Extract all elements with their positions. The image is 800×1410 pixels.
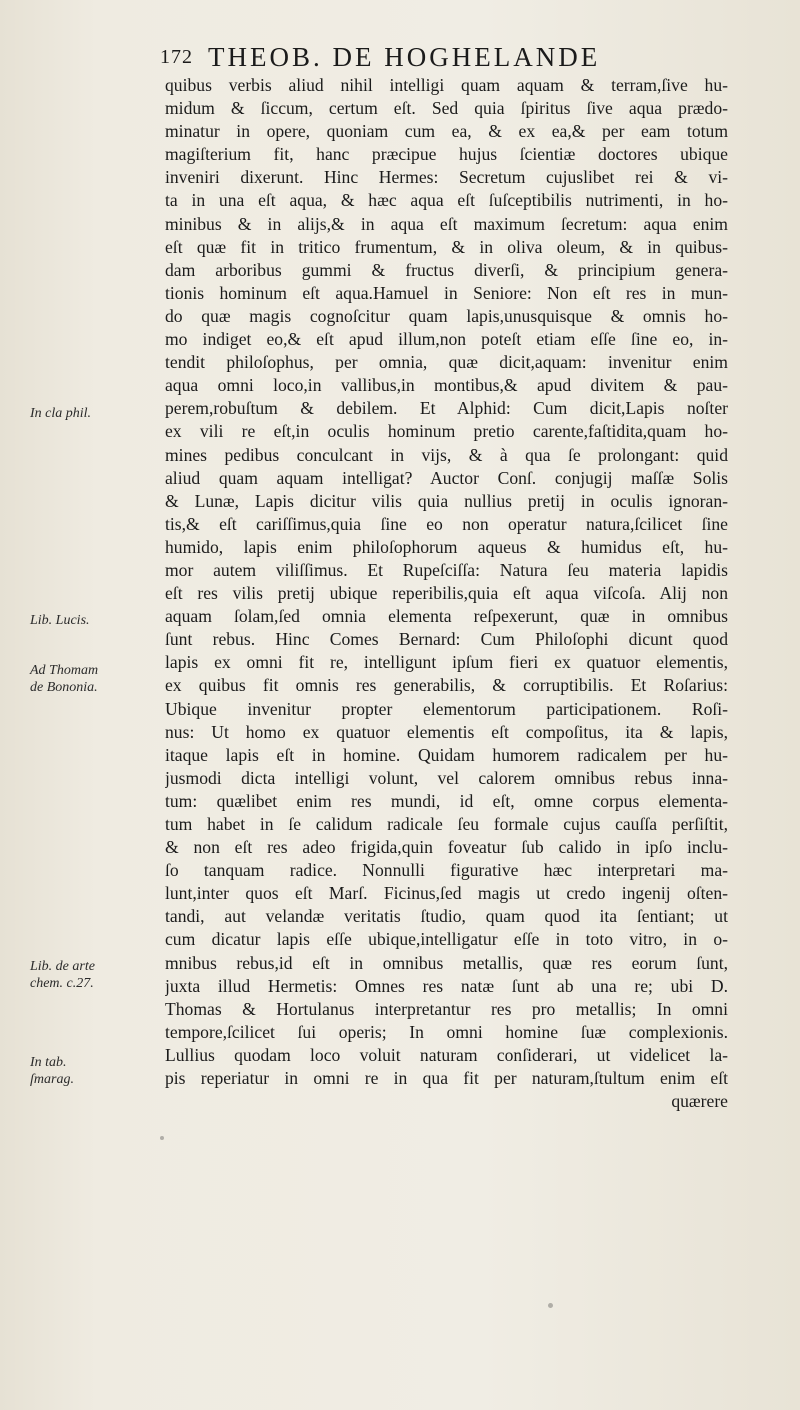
text-line: lunt,inter quos eſt Marſ. Ficinus,ſed magis ut credo ingenij oſten- [165, 883, 728, 904]
text-line: do quæ magis cognoſcitur quam lapis,unusquisque & omnis ho- [165, 305, 728, 326]
text-line: lapis ex omni fit re, intelligunt ipſum fieri ex quatuor elementis, [165, 652, 728, 673]
text-line: nus: Ut homo ex quatuor elementis eſt compoſitus, ita & lapis, [165, 721, 728, 742]
text-line: inveniri dixerunt. Hinc Hermes: Secretum cujuslibet rei & vi- [165, 167, 728, 188]
text-line: ex vili re eſt,in oculis hominum pretio carente,faſtidita,quam ho- [165, 421, 728, 442]
page-header [160, 42, 720, 72]
text-line: minatur in opere, quoniam cum ea, & ex ea,& per eam totum [165, 121, 728, 142]
text-line: itaque lapis eſt in homine. Quidam humorem radicalem per hu- [165, 744, 728, 765]
text-line: jusmodi dicta intelligi volunt, vel calorem omnibus rebus inna- [165, 767, 728, 788]
text-line: aqua omni loco,in vallibus,in montibus,& apud divitem & pau- [165, 375, 728, 396]
text-line: eſt res vilis pretij ubique reperibilis,quia eſt aqua viſcoſa. Alij non [165, 583, 728, 604]
text-line: mnibus rebus,id eſt in omnibus metallis, quæ res eorum ſunt, [165, 952, 728, 973]
text-line: midum & ſiccum, certum eſt. Sed quia ſpiritus ſive aqua prædo- [165, 98, 728, 119]
marginal-note-text: Ad Thomam [30, 663, 99, 678]
text-line: mor autem viliſſimus. Et Rupeſciſſa: Natura ſeu materia lapidis [165, 559, 728, 580]
text-line: tendit philoſophus, per omnia, quæ dicit,aquam: invenitur enim [165, 352, 728, 373]
page-number: 172 [160, 46, 193, 68]
marginal-note-text: In tab. [30, 1055, 67, 1070]
marginal-note-text: chem. c.27. [30, 976, 94, 991]
text-line: tempore,ſcilicet ſui operis; In omni homine ſuæ complexionis. [165, 1021, 728, 1042]
marginal-note-text: ſmarag. [30, 1072, 74, 1087]
text-line: ta in una eſt aqua, & hæc aqua eſt ſuſceptibilis nutrimenti, in ho- [165, 190, 728, 211]
marginal-note-text: Lib. Lucis. [30, 613, 90, 628]
text-line: & non eſt res adeo frigida,quin foveatur ſub calido in ipſo inclu- [165, 837, 728, 858]
text-line: Thomas & Hortulanus interpretantur res pro metallis; In omni [165, 998, 728, 1019]
ink-speck [160, 1136, 164, 1140]
body-text [165, 74, 728, 1113]
text-line: perem,robuſtum & debilem. Et Alphid: Cum dicit,Lapis noſter [165, 398, 728, 419]
text-line: mo indiget eo,& eſt apud illum,non poteſt etiam eſſe ſine eo, in- [165, 329, 728, 350]
running-head: THEOB. DE HOGHELANDE [208, 42, 601, 72]
ink-speck [548, 1303, 553, 1308]
text-line: quibus verbis aliud nihil intelligi quam aquam & terram,ſive hu- [165, 75, 728, 95]
text-line: tum habet in ſe calidum radicale ſeu formale cujus cauſſa perſiſtit, [165, 814, 728, 834]
text-line: humido, lapis enim philoſophorum aqueus & humidus eſt, hu- [165, 536, 728, 557]
text-line: ſo tanquam radice. Nonnulli figurative hæc interpretari ma- [165, 860, 728, 881]
marginal-note [30, 1054, 150, 1088]
text-line: Ubique invenitur propter elementorum participationem. Roſi- [165, 698, 728, 719]
text-line: Lullius quodam loco voluit naturam conſiderari, ut videlicet la- [165, 1044, 728, 1065]
text-line: tum: quælibet enim res mundi, id eſt, omne corpus elementa- [165, 790, 728, 811]
text-line: ſunt rebus. Hinc Comes Bernard: Cum Philoſophi dicunt quod [165, 629, 728, 650]
marginal-note [30, 612, 150, 629]
text-line: & Lunæ, Lapis dicitur vilis quia nullius pretij in oculis ignoran- [165, 490, 728, 511]
text-line: minibus & in alijs,& in aqua eſt maximum ſecretum: aqua enim [165, 213, 728, 234]
text-line: magiſterium fit, hanc præcipue hujus ſcientiæ doctores ubique [165, 144, 728, 165]
text-line: tionis hominum eſt aqua.Hamuel in Seniore: Non eſt res in mun- [165, 282, 728, 303]
text-line: mines pedibus conculcant in vijs, & à qua ſe prolongant: quid [165, 444, 728, 465]
text-line: tandi, aut velandæ veritatis ſtudio, quam quod ita ſentiant; ut [165, 906, 728, 927]
marginal-note [30, 662, 150, 696]
text-line: dam arboribus gummi & fructus diverſi, & principium genera- [165, 259, 728, 280]
text-line: aliud quam aquam intelligat? Auctor Conſ. conjugij maſſæ Solis [165, 467, 728, 488]
text-line: cum dicatur lapis eſſe ubique,intelligatur eſſe in toto vitro, in o- [165, 929, 728, 950]
text-line: pis reperiatur in omni re in qua fit per naturam,ſtultum enim eſt [165, 1068, 728, 1089]
marginal-note-text: In cla phil. [30, 406, 92, 421]
text-line: aquam ſolam,ſed omnia elementa reſpexerunt, quæ in omnibus [165, 606, 728, 627]
text-line: ex quibus fit omnis res generabilis, & corruptibilis. Et Roſarius: [165, 675, 728, 696]
marginal-note [30, 405, 150, 422]
catchword: quærere [671, 1091, 728, 1112]
text-line: juxta illud Hermetis: Omnes res natæ ſunt ab una re; ubi D. [165, 975, 728, 996]
marginal-note [30, 958, 150, 992]
text-line: eſt quæ fit in tritico frumentum, & in oliva oleum, & in quibus- [165, 236, 728, 257]
text-line: tis,& eſt cariſſimus,quia ſine eo non operatur natura,ſcilicet ſine [165, 513, 728, 534]
marginal-note-text: de Bononia. [30, 680, 98, 695]
marginal-note-text: Lib. de arte [30, 959, 95, 974]
